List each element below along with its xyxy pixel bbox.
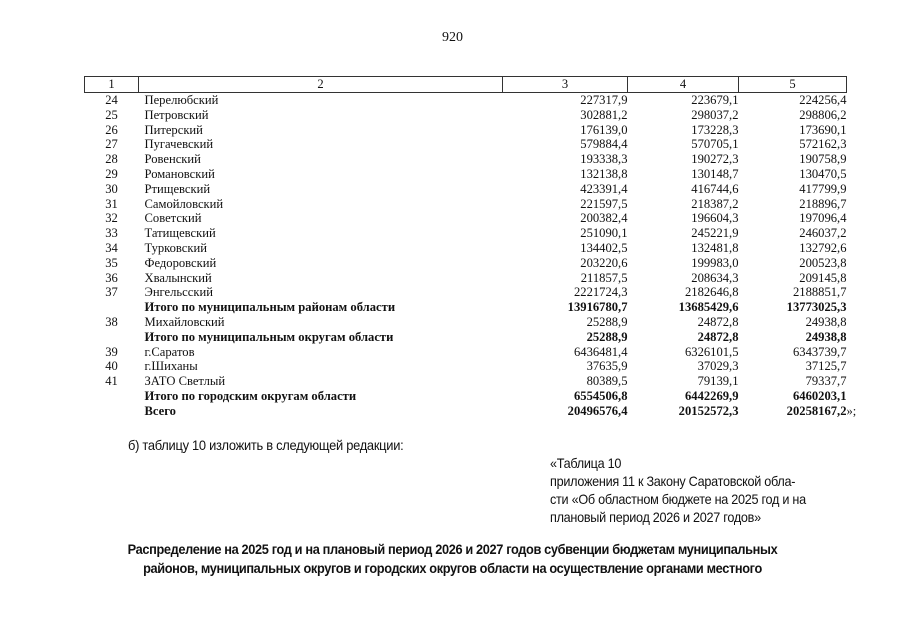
value-2027: 20258167,2 »; (786, 403, 857, 418)
value-2025: 132138,8 (580, 166, 628, 181)
district-name: ЗАТО Светлый (144, 374, 226, 389)
district-name: Перелюбский (144, 93, 219, 107)
value-2025: 176139,0 (580, 122, 628, 137)
row-number: 30 (105, 181, 118, 196)
value-2026: 6442269,9 (684, 388, 739, 403)
column-header-3: 3 (503, 77, 628, 93)
row-number: 31 (105, 196, 118, 211)
value-2027: 246037,2 (799, 226, 847, 241)
value-2026: 132481,8 (691, 240, 739, 255)
column-header-2: 2 (139, 77, 503, 93)
value-2027: 209145,8 (799, 270, 847, 285)
row-number: 40 (105, 359, 118, 374)
row-number: 32 (105, 211, 118, 226)
value-2026: 570705,1 (691, 137, 739, 152)
table-row (85, 241, 847, 256)
district-name: Итого по городским округам области (144, 388, 357, 403)
district-name: г.Саратов (144, 344, 195, 359)
value-2025: 200382,4 (580, 211, 628, 226)
district-name: Турковский (144, 240, 207, 255)
district-name: г.Шиханы (144, 359, 198, 374)
table-row (85, 108, 847, 123)
value-2025: 221597,5 (580, 196, 628, 211)
value-2027: 79337,7 (805, 374, 847, 389)
table-total-row (85, 330, 847, 345)
value-2026: 2182646,8 (684, 285, 739, 300)
table-total-row (85, 300, 847, 315)
value-2026: 37029,3 (697, 359, 739, 374)
column-header-5: 5 (739, 77, 847, 93)
value-2026: 24872,8 (697, 329, 739, 344)
value-2025: 13916780,7 (567, 300, 628, 315)
value-2027: 6460203,1 (792, 388, 847, 403)
heading-line: районов, муниципальных округов и городских округов области на осуществление органами местного (143, 561, 762, 577)
row-number: 39 (105, 344, 118, 359)
caption-line: плановый период 2026 и 2027 годов» (550, 510, 761, 525)
value-2026: 298037,2 (691, 107, 739, 122)
value-2027: 130470,5 (799, 166, 847, 181)
heading-line: Распределение на 2025 год и на плановый период 2026 и 2027 годов субвенции бюджетам муниципальных (127, 542, 778, 558)
section-heading (0, 541, 905, 579)
value-2027: 24938,8 (805, 329, 847, 344)
table-row (85, 93, 847, 108)
row-number: 36 (105, 270, 118, 285)
table-row (85, 123, 847, 138)
row-number: 33 (105, 226, 118, 241)
table-row (85, 226, 847, 241)
table-total-row (85, 404, 847, 419)
district-name: Итого по муниципальным округам области (144, 329, 394, 344)
value-2026: 223679,1 (691, 93, 739, 107)
page-number: 920 (442, 30, 463, 45)
value-2026: 24872,8 (697, 314, 739, 329)
value-2027: 298806,2 (799, 107, 847, 122)
value-2027: 197096,4 (799, 211, 847, 226)
value-2027: 200523,8 (799, 255, 847, 270)
column-header-1: 1 (85, 77, 139, 93)
value-2025: 203220,6 (580, 255, 628, 270)
value-2025: 193338,3 (580, 152, 628, 167)
row-number: 26 (105, 122, 118, 137)
value-2027: 417799,9 (799, 181, 847, 196)
table-row (85, 315, 847, 330)
row-number: 37 (105, 285, 118, 300)
value-2026: 190272,3 (691, 152, 739, 167)
value-2025: 6436481,4 (573, 344, 628, 359)
row-number (85, 389, 139, 404)
value-2025: 423391,4 (580, 181, 628, 196)
value-2026: 245221,9 (691, 226, 739, 241)
district-name: Хвалынский (144, 270, 212, 285)
district-name: Романовский (144, 166, 215, 181)
value-2025: 211857,5 (580, 270, 628, 285)
row-number: 35 (105, 255, 118, 270)
row-number: 24 (105, 93, 118, 107)
value-2026: 13685429,6 (678, 300, 739, 315)
district-name: Федоровский (144, 255, 217, 270)
value-2025: 6554506,8 (573, 388, 628, 403)
table-row (85, 285, 847, 300)
district-name: Татищевский (144, 226, 216, 241)
row-number: 27 (105, 137, 118, 152)
value-2027: 218896,7 (799, 196, 847, 211)
value-2025: 80389,5 (586, 374, 628, 389)
closing-quote-mark: »; (846, 403, 857, 418)
row-number (85, 404, 139, 419)
value-2027: 173690,1 (799, 122, 847, 137)
table-caption (550, 455, 846, 527)
amendment-paragraph: б) таблицу 10 изложить в следующей редакции: (128, 437, 404, 453)
value-2026: 79139,1 (697, 374, 739, 389)
value-2025: 579884,4 (580, 137, 628, 152)
value-2026: 199983,0 (691, 255, 739, 270)
district-name: Энгельсский (144, 285, 213, 300)
table-body (85, 93, 857, 419)
district-name: Петровский (144, 107, 209, 122)
district-name: Советский (144, 211, 202, 226)
value-2026: 416744,6 (691, 181, 739, 196)
value-2025: 2221724,3 (573, 285, 628, 300)
column-header-4: 4 (628, 77, 739, 93)
district-name: Ртищевский (144, 181, 211, 196)
district-name: Питерский (144, 122, 203, 137)
value-2025: 134402,5 (580, 240, 628, 255)
value-2025: 25288,9 (586, 314, 628, 329)
value-2027: 13773025,3 (786, 300, 847, 315)
table-row (85, 211, 847, 226)
row-number: 25 (105, 107, 118, 122)
table-row (85, 256, 847, 271)
table-row (85, 271, 847, 286)
value-2025: 302881,2 (580, 107, 628, 122)
district-name: Пугачевский (144, 137, 214, 152)
value-2026: 208634,3 (691, 270, 739, 285)
value-2025: 25288,9 (586, 329, 628, 344)
table-row (85, 182, 847, 197)
table-header (85, 77, 847, 93)
row-number: 29 (105, 166, 118, 181)
value-2027: 6343739,7 (792, 344, 847, 359)
table-row (85, 152, 847, 167)
row-number: 38 (105, 314, 118, 329)
caption-line: «Таблица 10 (550, 456, 622, 471)
row-number (85, 300, 139, 315)
district-name: Итого по муниципальным районам области (144, 300, 396, 315)
table-row (85, 167, 847, 182)
district-name: Самойловский (144, 196, 224, 211)
value-2027: 24938,8 (805, 314, 847, 329)
value-2027: 2188851,7 (792, 285, 847, 300)
value-2025: 251090,1 (580, 226, 628, 241)
district-name: Всего (144, 403, 176, 418)
budget-table (84, 76, 857, 419)
row-number (85, 330, 139, 345)
value-2026: 130148,7 (691, 166, 739, 181)
table-row (85, 359, 847, 374)
row-number: 28 (105, 152, 118, 167)
value-2026: 218387,2 (691, 196, 739, 211)
value-2027: 572162,3 (799, 137, 847, 152)
table-row (85, 197, 847, 212)
value-2026: 20152572,3 (678, 403, 739, 418)
row-number: 41 (105, 374, 118, 389)
value-2027: 224256,4 (799, 93, 847, 107)
table-row (85, 374, 847, 389)
value-2025: 227317,9 (580, 93, 628, 107)
value-2027: 132792,6 (799, 240, 847, 255)
value-2027: 37125,7 (805, 359, 847, 374)
caption-line: сти «Об областном бюджете на 2025 год и на (550, 492, 806, 507)
caption-line: приложения 11 к Закону Саратовской обла- (550, 474, 796, 489)
table-row (85, 345, 847, 360)
value-2026: 173228,3 (691, 122, 739, 137)
table-row (85, 137, 847, 152)
value-2026: 6326101,5 (684, 344, 739, 359)
value-2026: 196604,3 (691, 211, 739, 226)
district-name: Ровенский (144, 152, 201, 167)
value-2027: 190758,9 (799, 152, 847, 167)
district-name: Михайловский (144, 314, 225, 329)
table-total-row (85, 389, 847, 404)
row-number: 34 (105, 240, 118, 255)
value-2025: 20496576,4 (567, 403, 628, 418)
value-2025: 37635,9 (586, 359, 628, 374)
